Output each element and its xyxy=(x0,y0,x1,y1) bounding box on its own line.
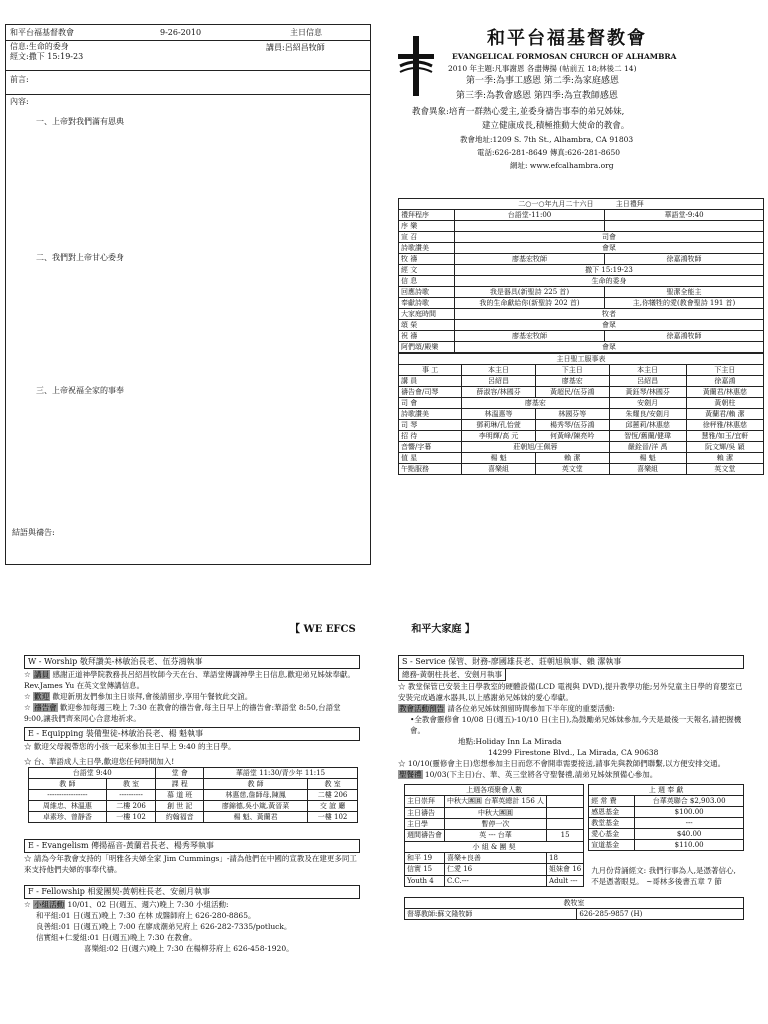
duty-cell: 賴 潔 xyxy=(535,453,609,464)
notes-speaker: 講員:呂紹昌牧師 xyxy=(266,43,325,52)
duty-cell: 值 星 xyxy=(399,453,462,464)
service-row xyxy=(399,232,764,243)
evangelism-item: ☆ 請為今年教會支持的「明雅各夫婦全家 Jim Cummings」-請為他們在中國的宣教及在建更多同工來支持他們夫婦的事奉代禱。 xyxy=(24,854,357,874)
service-row xyxy=(399,331,764,342)
service-title: 主日禮拜 xyxy=(615,200,644,208)
communion-tag: 聖餐禮 xyxy=(399,770,422,779)
ss-cell: 周維忠、林溫惠 xyxy=(29,801,107,812)
notes-title: 信息:生命的委身 xyxy=(10,42,69,51)
duty-cell: 何黃峰/陳亮吟 xyxy=(535,431,609,442)
service-row-value: 會眾 xyxy=(455,243,764,254)
staff-name: 督導教師:蘇文隆牧師 xyxy=(405,909,577,920)
duty-cell: 林國芬等 xyxy=(535,409,609,420)
group-cell: Adult --- xyxy=(547,875,584,886)
equip-children-text: 歡迎父母親帶您的小孩一起來參加主日早上 9:40 的主日學。 xyxy=(33,742,236,751)
church-header xyxy=(392,26,764,186)
duty-cell: 詩歌讚美 xyxy=(399,409,462,420)
duty-head-cell: 事 工 xyxy=(399,365,462,376)
church-website: 網址: www.efcalhambra.org xyxy=(510,161,614,170)
service-row-label: 牧 禱 xyxy=(399,254,455,265)
fellowship-item: ☆ 小組活動 10/01、02 日(週五、週六)晚上 7:30 小組活動: xyxy=(24,900,229,909)
service-row xyxy=(399,265,764,276)
duty-head-cell: 下主日 xyxy=(535,365,609,376)
events-tag: 教會活動預告 xyxy=(399,704,444,713)
fellowship-line-5: 喜樂組:02 日(週六)晚上 7:30 在楊柳芬府上 626-458-1920。 xyxy=(84,944,294,953)
offering-area xyxy=(588,784,744,887)
duty-table xyxy=(398,353,764,475)
offering-cell: $110.00 xyxy=(635,840,744,851)
service-table xyxy=(398,198,764,353)
service-item-equipment: ☆ 教堂保管已安裝主日學教室的硬體設備(LCD 電視與 DVD),提升教學功能;另外兒童主日學的育嬰室已安裝完成過濾水器具,以上感謝弟兄姊妹的愛心奉獻。 xyxy=(398,682,743,702)
service-row-label: 經 文 xyxy=(399,265,455,276)
attendance-cell: 主日學 xyxy=(405,818,445,829)
duty-cell: 徐嘉鴻 xyxy=(686,376,763,387)
ss-cell: 慕 道 班 xyxy=(156,790,203,801)
communion-text: 10/03(下主日)台、華、英三堂將各守聖餐禮,請弟兄姊妹預備心參加。 xyxy=(424,770,658,779)
service-row xyxy=(399,276,764,287)
service-subhead: 總務-黃朝柱長老、安劍月執事 xyxy=(398,669,506,681)
retreat-place: 地點:Holiday Inn La Mirada xyxy=(458,737,562,746)
duty-cell: 嚴銓晉/洋 禹 xyxy=(609,442,686,453)
speaker-text: 感謝正道神學院教務長呂紹昌牧師今天在台、華語堂傳講神學主日信息,歡迎弟兄姊妹奉獻。Rev.James Yu 在英文堂傳講信息。 xyxy=(24,670,355,690)
duty-cell: 林溫惠等 xyxy=(462,409,536,420)
church-phone: 電話:626-281-8649 傳真:626-281-8650 xyxy=(477,148,621,157)
service-row xyxy=(399,320,764,331)
duty-cell: 黃超民/伍芬鴻 xyxy=(535,387,609,398)
duty-row xyxy=(399,464,764,475)
duty-row xyxy=(399,442,764,453)
notes-title-row xyxy=(6,41,370,71)
table-row xyxy=(29,812,358,823)
service-row-label: 信 息 xyxy=(399,276,455,287)
offering-row xyxy=(589,829,744,840)
notes-point-3: 三、上帝祝福全家的事奉 xyxy=(36,386,124,395)
attendance-cell: 中秋大團圓 台華英總計 156 人 xyxy=(445,796,547,807)
ss-sub-cell: 教 室 xyxy=(106,779,156,790)
duty-cell: 禱告會/司琴 xyxy=(399,387,462,398)
group-cell: 18 xyxy=(547,852,584,863)
attendance-row xyxy=(405,830,584,841)
banner-left: 【 WE EFCS xyxy=(290,624,356,635)
service-col-program: 禮拜程序 xyxy=(399,210,455,221)
service-row xyxy=(399,309,764,320)
service-row-value: 生命的委身 xyxy=(455,276,764,287)
duty-cell: 阮文輝/吳 穎 xyxy=(686,442,763,453)
staff-head: 教牧室 xyxy=(405,898,744,909)
duty-cell: 英文堂 xyxy=(535,464,609,475)
notes-closing: 結語與禱告: xyxy=(12,528,55,537)
retreat-address: 14299 Firestone Blvd., La Mirada, CA 90638 xyxy=(488,748,659,757)
duty-cell: 講 員 xyxy=(399,376,462,387)
smallgroup-tag: 小組活動 xyxy=(34,900,65,909)
ss-cell: 卓素珍、曾靜香 xyxy=(29,812,107,823)
offering-cell: 台華英聯合 $2,903.00 xyxy=(635,796,744,807)
group-title: 小 組 & 團 契 xyxy=(405,841,584,852)
duty-cell: 楊 魁 xyxy=(462,453,536,464)
service-row-label: 回應詩歌 xyxy=(399,287,455,298)
service-row xyxy=(399,298,764,309)
attendance-cell: 15 xyxy=(547,830,584,841)
duty-cell: 呂紹昌 xyxy=(609,376,686,387)
notes-content: 內容: xyxy=(10,97,29,106)
duty-cell: 午點服務 xyxy=(399,464,462,475)
service-row-mandarin: 徐嘉鴻牧師 xyxy=(605,254,764,265)
service-row-label: 詩歌讚美 xyxy=(399,243,455,254)
group-cell: 姐妹會 16 xyxy=(547,864,584,875)
duty-cell: 智恆/舊蘭/健瑋 xyxy=(609,431,686,442)
offering-cell: 教堂基金 xyxy=(589,818,635,829)
evangelism-section-head: E - Evangelism 傳揚福音-黃蘭君長老、楊秀琴執事 xyxy=(24,839,360,853)
service-row-mandarin xyxy=(605,221,764,232)
ss-cell: 一樓 102 xyxy=(308,812,358,823)
cross-logo-icon xyxy=(396,36,436,96)
duty-cell: 黃蘭君/賴 潔 xyxy=(686,409,763,420)
attendance-cell: 暫停一次 xyxy=(445,818,547,829)
ss-head-taiwanese: 台語堂 9:40 xyxy=(29,768,156,779)
notes-kind: 主日信息 xyxy=(290,27,322,37)
attendance-row xyxy=(405,807,584,818)
equip-adult-text: 台、華語成人主日學,歡迎您任何時間加入! xyxy=(33,757,175,766)
order-of-service xyxy=(398,198,764,475)
welcome-text: 歡迎新朋友們參加主日崇拜,會後請留步,享用午餐彼此交誼。 xyxy=(52,692,253,701)
news-left-column xyxy=(24,652,360,954)
group-row xyxy=(405,875,584,886)
service-row-mandarin: 聖潔全能主 xyxy=(605,287,764,298)
duty-cell: 音響/字幕 xyxy=(399,442,462,453)
worship-item-welcome: ☆ 歡迎 歡迎新朋友們參加主日崇拜,會後請留步,享用午餐彼此交誼。 xyxy=(24,692,253,701)
offering-cell: 宣道基金 xyxy=(589,840,635,851)
ss-head-hall: 堂 會 xyxy=(156,768,203,779)
fellowship-section-head: F - Fellowship 相愛團契-黃朝柱長老、安劍月執事 xyxy=(24,885,360,899)
group-cell: 和平 19 xyxy=(405,852,445,863)
ss-cell: 交 誼 廳 xyxy=(308,801,358,812)
service-row-value: 牧者 xyxy=(455,309,764,320)
duty-cell: 賴 潔 xyxy=(686,453,763,464)
duty-row xyxy=(399,398,764,409)
service-row xyxy=(399,254,764,265)
duty-row xyxy=(399,420,764,431)
church-name: 和平台福基督教會 xyxy=(487,28,647,49)
offering-cell: 愛心基金 xyxy=(589,829,635,840)
duty-cell: 鄧莉琳/孔怡萱 xyxy=(462,420,536,431)
service-item-events xyxy=(398,703,744,714)
table-row xyxy=(29,801,358,812)
service-row-taiwanese: 廖基宏牧師 xyxy=(455,254,605,265)
group-cell: 仁愛 16 xyxy=(445,864,547,875)
offering-row xyxy=(589,796,744,807)
duty-cell: 英文堂 xyxy=(686,464,763,475)
duty-cell: 慧雅/如玉/宜軒 xyxy=(686,431,763,442)
retreat-line: •全教會靈修會 10/08 日(週五)-10/10 日(主日),為鼓勵弟兄姊妹參加,今天是最後一天報名,請把握機會。 xyxy=(410,715,742,735)
offering-row xyxy=(589,807,744,818)
speaker-tag: 講員 xyxy=(34,670,50,679)
service-row-label: 宣 召 xyxy=(399,232,455,243)
sermon-notes-sheet xyxy=(5,24,371,565)
service-row xyxy=(399,243,764,254)
group-row xyxy=(405,852,584,863)
service-item-communion xyxy=(398,769,744,780)
ss-cell: 廖錦德,吳小箴,黃晉菜 xyxy=(203,801,307,812)
group-cell: C.C.--- xyxy=(445,875,547,886)
group-cell: Youth 4 xyxy=(405,875,445,886)
service-row xyxy=(399,342,764,353)
ss-cell: 約翰福音 xyxy=(156,812,203,823)
service-row-label: 序 樂 xyxy=(399,221,455,232)
quarters-line-2: 第三季:為教會感恩 第四季:為宣教師感恩 xyxy=(456,91,618,101)
attendance-cell: 中秋大團圓 xyxy=(445,807,547,818)
duty-row xyxy=(399,376,764,387)
duty-cell: 黃朝柱 xyxy=(686,398,763,409)
service-row xyxy=(399,221,764,232)
duty-cell: 安劍月 xyxy=(609,398,686,409)
events-text: 請各位弟兄姊妹預留時間參加下半年度的重要活動: xyxy=(447,704,615,713)
duty-cell: 廖基宏 xyxy=(462,398,609,409)
ss-sub-cell: 課 程 xyxy=(156,779,203,790)
service-date-row xyxy=(399,199,764,210)
duty-cell: 招 待 xyxy=(399,431,462,442)
duty-cell: 呂紹昌 xyxy=(462,376,536,387)
attendance-cell: 週間禱告會 xyxy=(405,830,445,841)
attendance-row xyxy=(405,796,584,807)
ss-cell: ---------- xyxy=(106,790,156,801)
notes-point-1: 一、上帝對我們滿有恩典 xyxy=(36,117,124,126)
duty-head-cell: 本主日 xyxy=(609,365,686,376)
ss-sub-cell: 教 師 xyxy=(29,779,107,790)
attendance-cell xyxy=(547,818,584,829)
fellowship-line-2: 和平組:01 日(週五)晚上 7:30 在林 成醫師府上 626-280-8865。 xyxy=(36,911,256,920)
attendance-cell: 主日崇拜 xyxy=(405,796,445,807)
duty-cell: 廖基宏 xyxy=(535,376,609,387)
service-row-label: 阿們頌/殿樂 xyxy=(399,342,455,353)
table-row xyxy=(29,790,358,801)
service-col-mandarin: 華語堂-9:40 xyxy=(605,210,764,221)
service-row-label: 頌 榮 xyxy=(399,320,455,331)
attendance-cell: 主日禱告 xyxy=(405,807,445,818)
notes-scripture: 經文:撒下 15:19-23 xyxy=(10,52,84,61)
service-row-taiwanese xyxy=(455,221,605,232)
duty-head-cell: 下主日 xyxy=(686,365,763,376)
service-row-mandarin: 主,你犧牲的愛(教會聖詩 191 首) xyxy=(605,298,764,309)
duty-cell: 楊秀琴/伍芬鴻 xyxy=(535,420,609,431)
attendance-cell: 英 --- 台華 xyxy=(445,830,547,841)
offering-table xyxy=(588,784,744,851)
staff-table xyxy=(404,897,744,920)
duty-cell: 黃蘭君/林惠慈 xyxy=(686,387,763,398)
service-row xyxy=(399,287,764,298)
service-row-taiwanese: 我的生命獻給你(新聖詩 202 首) xyxy=(455,298,605,309)
duty-cell: 喜樂組 xyxy=(609,464,686,475)
sunday-school-table xyxy=(28,767,358,823)
church-english-name: EVANGELICAL FORMOSAN CHURCH OF ALHAMBRA xyxy=(452,52,677,61)
duty-cell: 喜樂組 xyxy=(462,464,536,475)
service-row-value: 會眾 xyxy=(455,342,764,353)
service-row-label: 奉獻詩歌 xyxy=(399,298,455,309)
notes-header-row xyxy=(6,25,370,41)
duty-cell: 邱蕙莉/林惠慈 xyxy=(609,420,686,431)
service-row-value: 撒下 15:19-23 xyxy=(455,265,764,276)
service-row-mandarin: 徐嘉鴻牧師 xyxy=(605,331,764,342)
duty-cell: 司 琴 xyxy=(399,420,462,431)
offering-cell: $40.00 xyxy=(635,829,744,840)
duty-row xyxy=(399,431,764,442)
prayer-tag: 禱告會 xyxy=(34,703,57,712)
service-row-taiwanese: 我是器具(新聖詩 225 首) xyxy=(455,287,605,298)
worship-item-prayer: ☆ 禱告會 歡迎參加每週三晚上 7:30 在教會的禱告會,每主日早上的禱告會:華語堂 8:50,台語堂 9:00,讓我們齊來同心合意地祈求。 xyxy=(24,703,341,723)
equipment-text: 教堂保管已安裝主日學教室的硬體設備(LCD 電視與 DVD),提升教學功能;另外兒童主日學的育嬰室已安裝完成過濾水器具,以上感謝弟兄姊妹的愛心奉獻。 xyxy=(398,682,743,702)
notes-preface: 前言: xyxy=(10,75,29,84)
service-row-value: 會眾 xyxy=(455,320,764,331)
offering-row xyxy=(589,818,744,829)
offering-row xyxy=(589,840,744,851)
duty-cell: 朱耀良/安劍月 xyxy=(609,409,686,420)
offering-cell: 經 常 費 xyxy=(589,796,635,807)
notes-church: 和平台福基督教會 xyxy=(10,27,74,37)
vision-line-2: 建立健康成長,積極推動大使命的教會。 xyxy=(482,121,630,131)
ss-cell: 二樓 206 xyxy=(106,801,156,812)
ss-cell: 創 世 記 xyxy=(156,801,203,812)
vision-line-1: 教會異象:培育一群熱心愛主,並委身禱告事奉的弟兄姊妹, xyxy=(412,107,625,117)
prayer-text: 歡迎參加每週三晚上 7:30 在教會的禱告會,每主日早上的禱告會:華語堂 8:50,台語堂 9:00,讓我們齊來同心合意地祈求。 xyxy=(24,703,341,723)
equip-item-children: ☆ 歡迎父母親帶您的小孩一起來參加主日早上 9:40 的主日學。 xyxy=(24,742,236,751)
duty-cell: 司 會 xyxy=(399,398,462,409)
service-row-label: 大家庭時間 xyxy=(399,309,455,320)
offering-cell: 感恩基金 xyxy=(589,807,635,818)
group-cell: 信實 15 xyxy=(405,864,445,875)
church-address: 教會地址:1209 S. 7th St., Alhambra, CA 91803 xyxy=(460,135,634,144)
attendance-cell xyxy=(547,796,584,807)
worship-item-speaker: ☆ 講員 感謝正道神學院教務長呂紹昌牧師今天在台、華語堂傳講神學主日信息,歡迎弟兄姊妹奉獻。Rev.James Yu 在英文堂傳講信息。 xyxy=(24,670,355,690)
group-row xyxy=(405,864,584,875)
duty-cell: 黃鈺琴/林國芬 xyxy=(609,387,686,398)
offering-cell: --- xyxy=(635,818,744,829)
worship-section-head: W - Worship 敬拜讚美-林敏治長老、伍芬鴻執事 xyxy=(24,655,360,669)
service-row-value: 司會 xyxy=(455,232,764,243)
service-row-taiwanese: 廖基宏牧師 xyxy=(455,331,605,342)
duty-row xyxy=(399,453,764,464)
service-col-taiwanese: 台語堂-11:00 xyxy=(455,210,605,221)
service-date: 二○一○年九月二十六日 xyxy=(518,200,594,208)
transport-text: 10/10(靈修會主日)您想參加主日而您不會開車需要接送,請事先與教師們聯繫,以方便安排交通。 xyxy=(407,759,726,768)
ss-cell: ----------------- xyxy=(29,790,107,801)
staff-phone: 626-285-9857 (H) xyxy=(577,909,744,920)
ss-cell: 林惠慈,詹師母,陳鳳 xyxy=(203,790,307,801)
notes-date: 9-26-2010 xyxy=(160,27,202,37)
service-item-transport: ☆ 10/10(靈修會主日)您想參加主日而您不會開車需要接送,請事先與教師們聯繫,以方便安排交通。 xyxy=(398,759,726,768)
fellowship-text: 10/01、02 日(週五、週六)晚上 7:30 小組活動: xyxy=(67,900,229,909)
fellowship-line-3: 良善組:01 日(週五)晚上 7:00 在廖成潮弟兄府上 626-282-7335/potluck。 xyxy=(36,922,292,931)
news-right-column xyxy=(398,652,744,920)
annual-theme: 2010 年主題:凡事謝恩 各盡傳揚 (帖前五 18;林後二 14) xyxy=(448,64,637,73)
group-cell: 喜樂+良善 xyxy=(445,852,547,863)
memory-verse: 九月份背誦經文: 我們行事為人,是憑著信心,不是憑著眼見。 ~哥林多後書五章 7 節 xyxy=(591,866,736,886)
notes-point-2: 二、我們對上帝甘心委身 xyxy=(36,253,124,262)
attendance-head: 上週各項聚會人數 xyxy=(405,785,584,796)
offering-cell: $100.00 xyxy=(635,807,744,818)
service-section-head: S - Service 保管、財務-廖國雄長老、莊朝旭執事、賴 潔執事 xyxy=(398,655,744,669)
ss-cell: 一樓 102 xyxy=(106,812,156,823)
duty-row xyxy=(399,387,764,398)
equipping-section-head: E - Equipping 裝備聖徒-林敏治長老、楊 魁執事 xyxy=(24,727,360,741)
attendance-table xyxy=(404,784,584,887)
duty-cell: 楊 魁 xyxy=(609,453,686,464)
stats-block xyxy=(404,784,744,887)
fellowship-line-4: 信實組+仁愛組:01 日(週五)晚上 7:30 在教會。 xyxy=(36,933,197,942)
duty-cell: 李明輝/高 元 xyxy=(462,431,536,442)
equip-item-adult: ☆ 台、華語成人主日學,歡迎您任何時間加入! xyxy=(24,757,175,766)
attendance-cell xyxy=(547,807,584,818)
duty-head-cell: 本主日 xyxy=(462,365,536,376)
welcome-tag: 歡迎 xyxy=(34,692,50,701)
ss-sub-cell: 教 師 xyxy=(203,779,307,790)
banner-right: 和平大家庭 】 xyxy=(411,624,475,635)
quarters-line-1: 第一季:為事工感恩 第二季:為家庭感恩 xyxy=(466,76,619,86)
ss-head-mandarin: 華語堂 11:30/青少年 11:15 xyxy=(203,768,357,779)
duty-cell: 薛淑容/林國芬 xyxy=(462,387,536,398)
service-row-label: 祝 禱 xyxy=(399,331,455,342)
duty-row xyxy=(399,409,764,420)
news-banner xyxy=(290,624,475,637)
ss-cell: 楊 魁、黃蘭君 xyxy=(203,812,307,823)
duty-cell: 莊朝旭/王佩蓉 xyxy=(462,442,609,453)
duty-title: 主日聖工服事表 xyxy=(399,354,764,365)
attendance-row xyxy=(405,818,584,829)
offering-head: 上 週 奉 獻 xyxy=(589,785,744,796)
duty-cell: 徐秤雅/林惠慈 xyxy=(686,420,763,431)
evangelism-text: 請為今年教會支持的「明雅各夫婦全家 Jim Cummings」-請為他們在中國的宣教及在建更多同工來支持他們夫婦的事奉代禱。 xyxy=(24,854,357,874)
ss-cell: 二樓 206 xyxy=(308,790,358,801)
ss-sub-cell: 教 室 xyxy=(308,779,358,790)
